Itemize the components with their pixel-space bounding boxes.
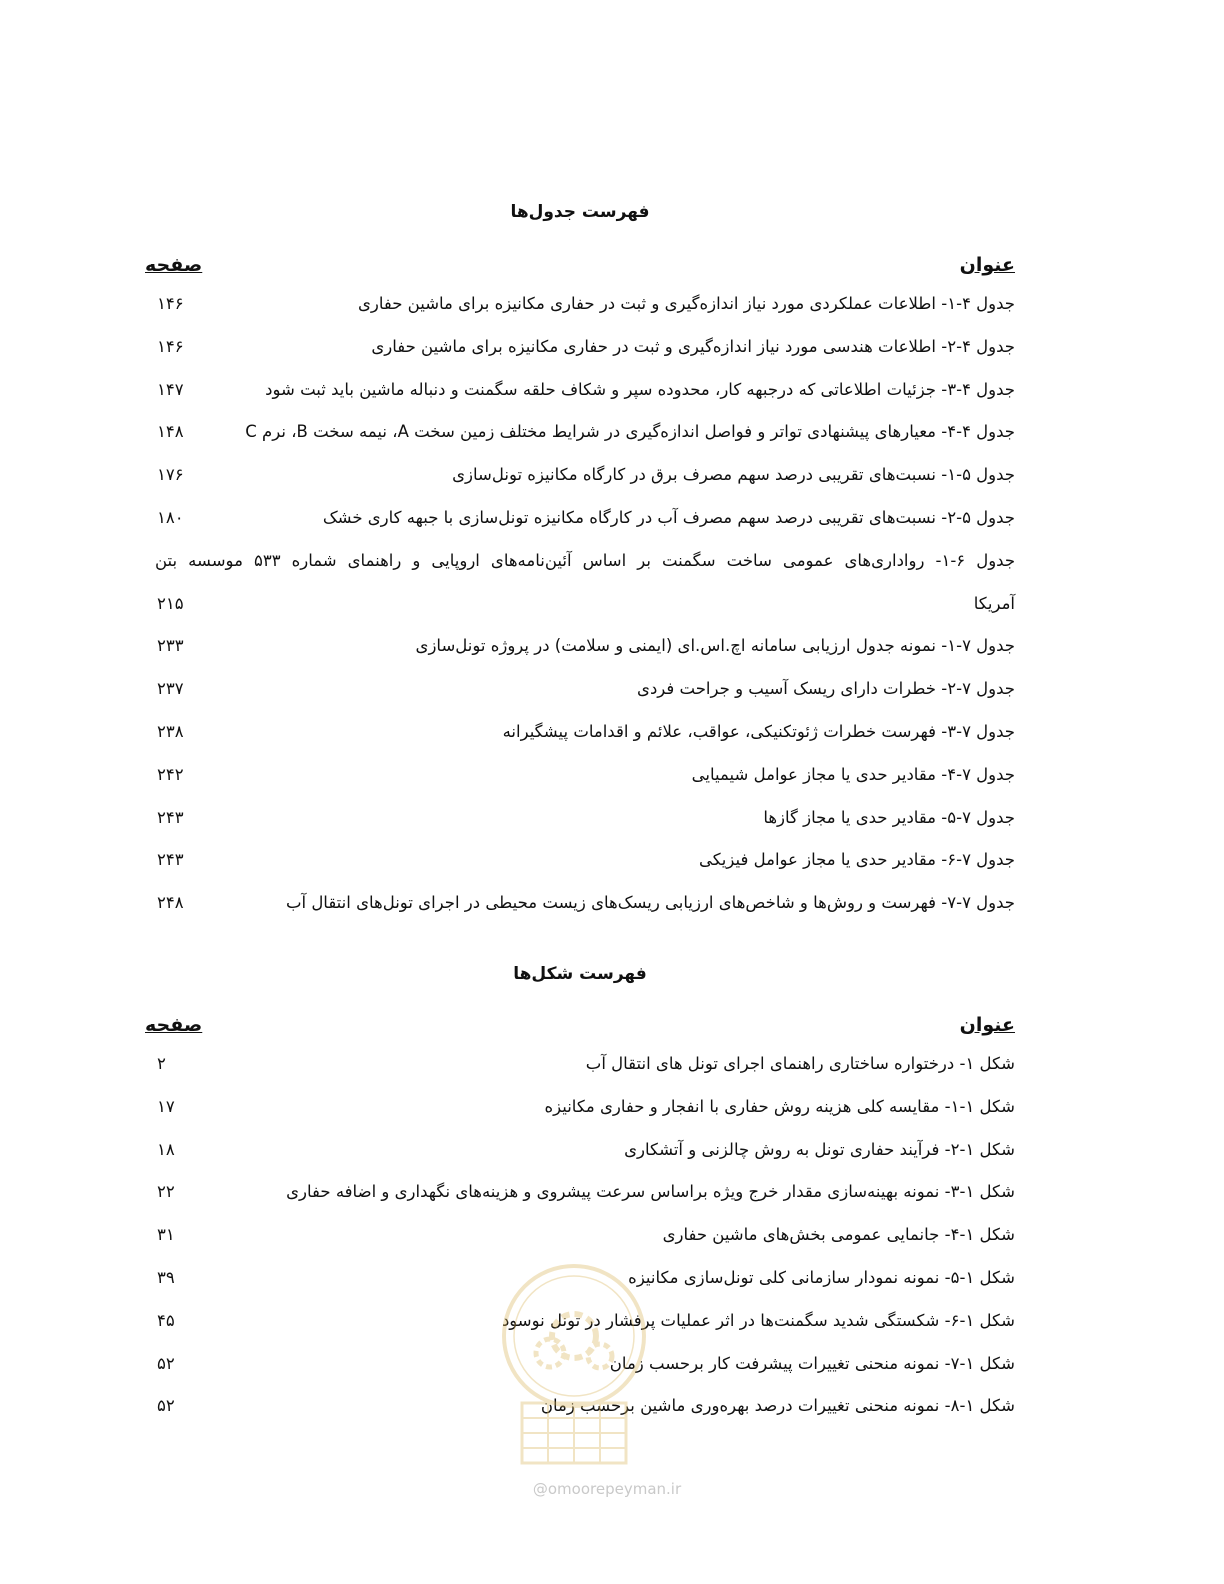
entry-title: شکل ۱-۳- نمونه بهینه‌سازی مقدار خرج ویژه براساس سرعت پیشروی و هزینه‌های نگهداری و اضافه حفاری bbox=[286, 1182, 1015, 1202]
toc-entry[interactable] bbox=[145, 331, 1015, 374]
toc-entry[interactable] bbox=[145, 1048, 1015, 1091]
page-column-label: صفحه bbox=[145, 1014, 203, 1036]
entry-page: ۲۳۸ bbox=[157, 721, 184, 741]
entry-page: ۲۴۳ bbox=[157, 850, 184, 870]
toc-entry[interactable] bbox=[145, 545, 1015, 588]
entry-page: ۲۱۵ bbox=[157, 593, 184, 613]
entry-page: ۵۲ bbox=[157, 1353, 175, 1373]
entry-title: جدول ۷-۱- نمونه جدول ارزیابی سامانه اچ.اس.ای (ایمنی و سلامت) در پروژه تونل‌سازی bbox=[415, 636, 1015, 656]
entry-title: جدول ۵-۱- نسبت‌های تقریبی درصد سهم مصرف برق در کارگاه مکانیزه تونل‌سازی bbox=[452, 465, 1015, 485]
entry-title: شکل ۱-۸- نمونه منحنی تغییرات درصد بهره‌وری ماشین برحسب زمان bbox=[540, 1396, 1015, 1416]
entry-title: آمریکا bbox=[973, 593, 1015, 613]
title-column-label: عنوان bbox=[959, 1014, 1015, 1036]
toc-entry[interactable] bbox=[145, 844, 1015, 887]
entry-title: شکل ۱-۱- مقایسه کلی هزینه روش حفاری با انفجار و حفاری مکانیزه bbox=[544, 1096, 1015, 1116]
entry-title: شکل ۱-۲- فرآیند حفاری تونل به روش چالزنی و آتشکاری bbox=[624, 1139, 1015, 1159]
toc-entry[interactable] bbox=[145, 630, 1015, 673]
toc-entry[interactable] bbox=[145, 502, 1015, 545]
entry-title: جدول ۷-۶- مقادیر حدی یا مجاز عوامل فیزیکی bbox=[698, 850, 1015, 870]
entry-title: شکل ۱- درختواره ساختاری راهنمای اجرای تونل های انتقال آب bbox=[585, 1054, 1015, 1073]
page-column-label: صفحه bbox=[145, 254, 203, 276]
tables-column-header bbox=[145, 254, 1015, 282]
entry-title: جدول ۴-۳- جزئیات اطلاعاتی که درجبهه کار، محدوده سپر و شکاف حلقه سگمنت و دنباله ماشین باید ثبت شود bbox=[265, 379, 1015, 399]
entry-page: ۴۵ bbox=[157, 1310, 175, 1330]
toc-entry[interactable] bbox=[145, 802, 1015, 845]
title-column-label: عنوان bbox=[959, 254, 1015, 276]
toc-entry[interactable] bbox=[145, 673, 1015, 716]
entry-title: شکل ۱-۶- شکستگی شدید سگمنت‌ها در اثر عملیات پرفشار در تونل نوسود bbox=[501, 1310, 1015, 1330]
toc-entry[interactable] bbox=[145, 887, 1015, 930]
entry-title: شکل ۱-۴- جانمایی عمومی بخش‌های ماشین حفاری bbox=[662, 1225, 1015, 1245]
toc-entry[interactable] bbox=[145, 288, 1015, 331]
toc-entry[interactable] bbox=[145, 416, 1015, 459]
entry-page: ۱۴۶ bbox=[157, 294, 184, 313]
toc-entry[interactable] bbox=[145, 459, 1015, 502]
entry-title: جدول ۷-۳- فهرست خطرات ژئوتکنیکی، عواقب، علائم و اقدامات پیشگیرانه bbox=[502, 721, 1015, 741]
entry-page: ۱۸۰ bbox=[157, 507, 184, 527]
entry-title: جدول ۴-۲- اطلاعات هندسی مورد نیاز اندازه‌گیری و ثبت در حفاری مکانیزه برای ماشین حفاری bbox=[371, 336, 1015, 356]
toc-entry[interactable] bbox=[145, 1176, 1015, 1219]
entry-page: ۱۴۸ bbox=[157, 422, 184, 442]
figures-list-heading: فهرست شکل‌ها bbox=[513, 964, 647, 984]
entry-page: ۲۳۳ bbox=[157, 636, 184, 656]
toc-entry[interactable] bbox=[145, 716, 1015, 759]
entry-page: ۲۲ bbox=[157, 1182, 175, 1202]
toc-entry-continuation[interactable] bbox=[145, 588, 1015, 631]
entry-page: ۵۲ bbox=[157, 1396, 175, 1416]
tables-list bbox=[145, 288, 1015, 930]
toc-entry[interactable] bbox=[145, 1219, 1015, 1262]
publisher-stamp-watermark bbox=[500, 1258, 648, 1470]
entry-title: جدول ۵-۲- نسبت‌های تقریبی درصد سهم مصرف آب در کارگاه مکانیزه تونل‌سازی با جبهه کاری خشک bbox=[322, 507, 1015, 527]
entry-page: ۳۱ bbox=[157, 1225, 175, 1245]
entry-title: جدول ۷-۷- فهرست و روش‌ها و شاخص‌های ارزیابی ریسک‌های زیست محیطی در اجرای تونل‌های انتقال آب bbox=[285, 893, 1015, 913]
entry-page: ۲۴۸ bbox=[157, 893, 184, 913]
toc-entry[interactable] bbox=[145, 759, 1015, 802]
entry-title: جدول ۷-۵- مقادیر حدی یا مجاز گازها bbox=[763, 807, 1015, 827]
tables-list-heading: فهرست جدول‌ها bbox=[510, 202, 650, 222]
entry-title: جدول ۴-۱- اطلاعات عملکردی مورد نیاز اندازه‌گیری و ثبت در حفاری مکانیزه برای ماشین حفاری bbox=[357, 294, 1015, 313]
entry-title: شکل ۱-۷- نمونه منحنی تغییرات پیشرفت کار برحسب زمان bbox=[609, 1353, 1015, 1373]
entry-title: شکل ۱-۵- نمونه نمودار سازمانی کلی تونل‌سازی مکانیزه bbox=[628, 1267, 1015, 1287]
toc-entry[interactable] bbox=[145, 1091, 1015, 1134]
entry-page: ۲۳۷ bbox=[157, 679, 184, 699]
entry-page: ۱۴۶ bbox=[157, 336, 184, 356]
toc-entry[interactable] bbox=[145, 374, 1015, 417]
entry-page: ۱۴۷ bbox=[157, 379, 184, 399]
entry-title: جدول ۷-۴- مقادیر حدی یا مجاز عوامل شیمیایی bbox=[691, 764, 1015, 784]
entry-title: جدول ۴-۴- معیارهای پیشنهادی تواتر و فواصل اندازه‌گیری در شرایط مختلف زمین سخت A، نیمه سخت B، نرم C bbox=[245, 422, 1015, 442]
entry-page: ۲۴۲ bbox=[157, 764, 184, 784]
entry-page: ۱۸ bbox=[157, 1139, 175, 1159]
entry-page: ۲۴۳ bbox=[157, 807, 184, 827]
entry-title: جدول ۶-۱- رواداری‌های عمومی ساخت سگمنت بر اساس آئین‌نامه‌های اروپایی و راهنمای شماره ۵۳۳ موسسه بتن bbox=[155, 550, 1016, 570]
entry-title: جدول ۷-۲- خطرات دارای ریسک آسیب و جراحت فردی bbox=[637, 679, 1015, 699]
entry-page: ۱۷۶ bbox=[157, 465, 184, 485]
entry-page: ۱۷ bbox=[157, 1096, 175, 1116]
entry-page: ۳۹ bbox=[157, 1267, 175, 1287]
toc-entry[interactable] bbox=[145, 1134, 1015, 1177]
entry-page: ۲ bbox=[157, 1054, 166, 1073]
watermark-url: @omoorepeyman.ir bbox=[532, 1480, 682, 1498]
figures-column-header bbox=[145, 1014, 1015, 1042]
